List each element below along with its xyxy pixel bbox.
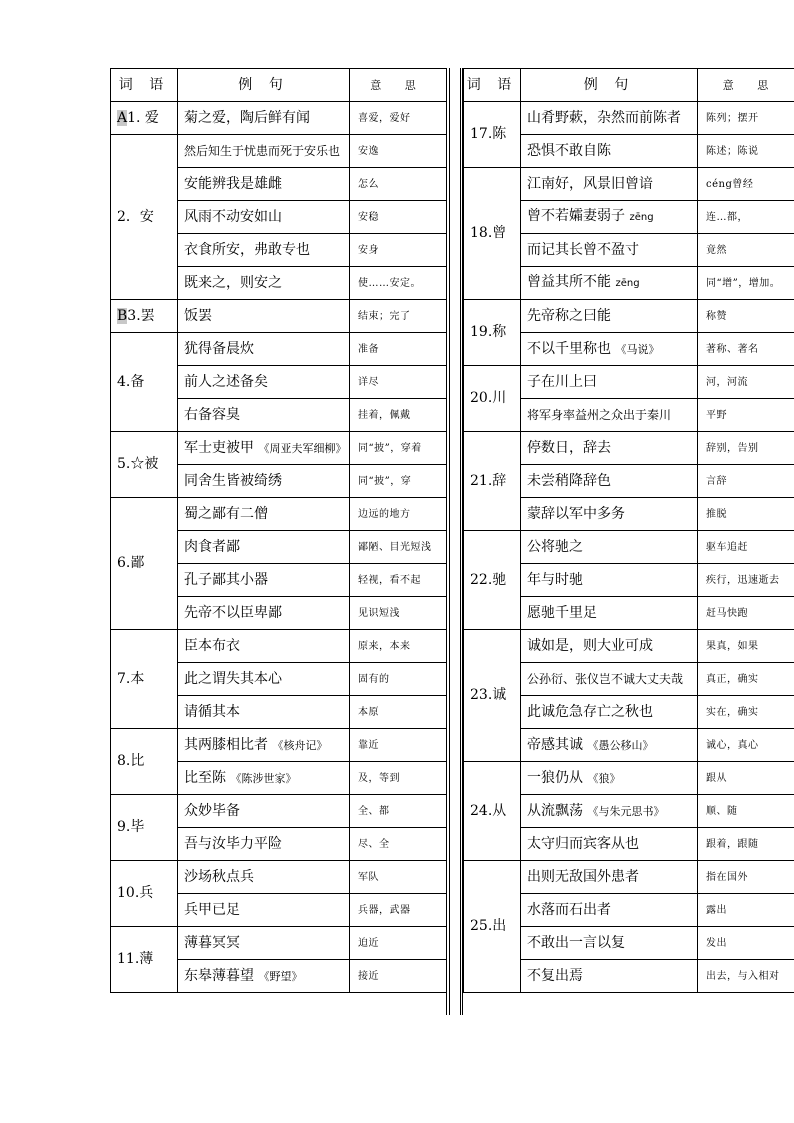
example-cell — [521, 696, 698, 729]
word-cell — [111, 498, 178, 630]
meaning-cell: 辞别，告别 — [698, 432, 794, 465]
meaning-cell: 出去，与入相对 — [698, 960, 794, 993]
word-cell — [111, 729, 178, 795]
word-label: 17.陈 — [470, 126, 507, 142]
example-text: 一狼仍从 — [527, 769, 583, 786]
table-row — [111, 861, 447, 894]
word-label: 20.川 — [470, 390, 507, 406]
example-cell — [521, 333, 698, 366]
meaning-cell: 疾行，迅速逝去 — [698, 564, 794, 597]
example-cell — [521, 861, 698, 894]
meaning-cell: 安逸 — [350, 135, 447, 168]
example-text: 孔子鄙其小器 — [184, 571, 268, 588]
word-cell — [464, 531, 521, 630]
meaning-cell: 见识短浅 — [350, 597, 447, 630]
word-cell — [464, 630, 521, 762]
pinyin: zēng — [615, 278, 640, 289]
example-cell — [521, 234, 698, 267]
word-cell — [464, 366, 521, 432]
example-cell — [521, 729, 698, 762]
word-label: 9.毕 — [117, 819, 145, 835]
example-text: 东皋薄暮望 — [184, 967, 254, 984]
meaning-cell: 同“披”，穿 — [350, 465, 447, 498]
example-cell — [178, 267, 350, 300]
example-text: 既来之，则安之 — [184, 274, 282, 291]
example-cell — [178, 861, 350, 894]
word-cell — [111, 630, 178, 729]
example-text: 兵甲已足 — [184, 901, 240, 918]
word-cell — [111, 300, 178, 333]
vocab-table-right — [463, 68, 794, 993]
example-text: 太守归而宾客从也 — [527, 835, 639, 852]
table-row — [464, 102, 794, 135]
example-cell — [178, 597, 350, 630]
meaning-cell: céng曾经 — [698, 168, 794, 201]
word-label: 21.辞 — [470, 472, 507, 489]
word-cell — [464, 168, 521, 300]
example-text: 此诚危急存亡之秋也 — [527, 703, 653, 720]
table-row — [111, 432, 447, 465]
column-divider — [446, 68, 463, 1015]
meaning-cell: 固有的 — [350, 663, 447, 696]
meaning-cell: 接近 — [350, 960, 447, 993]
example-cell — [521, 927, 698, 960]
word-label: 22.驰 — [470, 571, 507, 588]
table-row — [464, 531, 794, 564]
example-text: 将军身率益州之众出于秦川 — [527, 407, 672, 422]
example-text: 同舍生皆被绮绣 — [184, 472, 282, 489]
example-text: 饭罢 — [184, 307, 212, 324]
meaning-cell: 准备 — [350, 333, 447, 366]
example-cell — [521, 267, 698, 300]
meaning-cell: 使……安定。 — [350, 267, 447, 300]
example-text: 臣本布衣 — [184, 637, 240, 654]
example-cell — [521, 597, 698, 630]
meaning-cell: 边远的地方 — [350, 498, 447, 531]
example-text: 众妙毕备 — [184, 802, 240, 819]
word-label: 25.出 — [470, 918, 507, 934]
example-cell — [521, 960, 698, 993]
example-cell — [178, 828, 350, 861]
example-text: 公将驰之 — [527, 538, 583, 555]
meaning-cell: 怎么 — [350, 168, 447, 201]
example-cell — [178, 927, 350, 960]
example-text: 山肴野蔌，杂然而前陈者 — [527, 109, 681, 126]
example-text: 安能辨我是雄雌 — [184, 175, 282, 192]
table-row — [464, 630, 794, 663]
word-label: 7.本 — [117, 670, 145, 687]
example-text: 吾与汝毕力平险 — [184, 835, 282, 852]
example-text: 恐惧不敢自陈 — [527, 142, 611, 159]
example-text: 不敢出一言以复 — [527, 934, 625, 951]
example-text: 犹得备晨炊 — [184, 340, 254, 357]
example-cell — [178, 168, 350, 201]
example-text: 不复出焉 — [527, 967, 583, 984]
meaning-cell: 本原 — [350, 696, 447, 729]
word-cell — [111, 333, 178, 432]
meaning-cell: 军队 — [350, 861, 447, 894]
meaning-cell: 赶马快跑 — [698, 597, 794, 630]
example-cell — [178, 399, 350, 432]
example-cell — [521, 465, 698, 498]
example-cell — [178, 663, 350, 696]
header-word: 词 语 — [464, 69, 521, 102]
example-text: 水落而石出者 — [527, 901, 611, 918]
meaning-cell: 推脱 — [698, 498, 794, 531]
meaning-cell: 诚心，真心 — [698, 729, 794, 762]
table-row — [111, 300, 447, 333]
word-cell — [464, 432, 521, 531]
example-cell — [178, 498, 350, 531]
meaning-cell: 陈列；摆开 — [698, 102, 794, 135]
example-cell — [178, 696, 350, 729]
table-row — [111, 333, 447, 366]
example-cell — [521, 663, 698, 696]
example-cell — [178, 564, 350, 597]
example-cell — [178, 960, 350, 993]
example-text: 停数日，辞去 — [527, 439, 611, 456]
meaning-cell: 挂着，佩戴 — [350, 399, 447, 432]
word-prefix: A — [117, 109, 128, 126]
example-cell — [521, 300, 698, 333]
example-cell — [521, 168, 698, 201]
table-row — [111, 729, 447, 762]
meaning-cell: 安身 — [350, 234, 447, 267]
word-cell — [111, 795, 178, 861]
word-label: 6.鄙 — [117, 555, 145, 571]
meaning-cell: 跟从 — [698, 762, 794, 795]
table-row — [464, 432, 794, 465]
example-text: 年与时驰 — [527, 571, 583, 588]
example-cell — [178, 234, 350, 267]
table-row — [111, 498, 447, 531]
meaning-cell: 结束；完了 — [350, 300, 447, 333]
example-cell — [521, 828, 698, 861]
meaning-cell: 原来，本来 — [350, 630, 447, 663]
table-row — [111, 102, 447, 135]
meaning-cell: 发出 — [698, 927, 794, 960]
example-cell — [178, 762, 350, 795]
meaning-cell: 同“增”，增加。 — [698, 267, 794, 300]
word-cell — [111, 861, 178, 927]
example-cell — [521, 201, 698, 234]
source-note: 《野望》 — [258, 969, 303, 983]
meaning-cell: 著称、著名 — [698, 333, 794, 366]
word-label: 23.诚 — [470, 687, 507, 703]
example-text: 比至陈 — [184, 769, 226, 786]
table-row — [111, 795, 447, 828]
example-text: 其两膝相比者 — [184, 736, 268, 753]
header-meaning: 意 思 — [698, 69, 794, 102]
example-cell — [178, 366, 350, 399]
meaning-cell: 靠近 — [350, 729, 447, 762]
word-label: 3.罢 — [127, 307, 155, 324]
example-text: 衣食所安，弗敢专也 — [184, 241, 310, 258]
word-cell — [464, 861, 521, 993]
example-text: 蒙辞以军中多务 — [527, 505, 625, 522]
example-text: 公孙衍、张仪岂不诚大丈夫哉 — [527, 671, 684, 686]
table-row — [464, 366, 794, 399]
example-text: 军士吏被甲 — [184, 439, 254, 456]
table-row — [464, 168, 794, 201]
example-cell — [178, 531, 350, 564]
meaning-cell: 言辞 — [698, 465, 794, 498]
example-cell — [178, 465, 350, 498]
source-note: 《愚公移山》 — [587, 738, 654, 752]
example-cell — [178, 300, 350, 333]
source-note: 《狼》 — [587, 771, 621, 785]
example-cell — [178, 795, 350, 828]
example-cell — [521, 630, 698, 663]
example-text: 肉食者鄙 — [184, 538, 240, 555]
example-cell — [521, 102, 698, 135]
example-text: 诚如是，则大业可成 — [527, 637, 653, 654]
example-text: 右备容臭 — [184, 406, 240, 423]
header-row — [464, 69, 794, 102]
word-label: 2．安 — [117, 208, 154, 225]
table-row — [111, 135, 447, 168]
example-text: 沙场秋点兵 — [184, 868, 254, 885]
meaning-cell: 同“披”，穿着 — [350, 432, 447, 465]
word-label: 24.从 — [470, 802, 507, 819]
meaning-cell: 果真，如果 — [698, 630, 794, 663]
table-row — [464, 300, 794, 333]
meaning-cell: 轻视，看不起 — [350, 564, 447, 597]
example-text: 帝感其诚 — [527, 736, 583, 753]
example-cell — [521, 366, 698, 399]
example-text: 蜀之鄙有二僧 — [184, 505, 268, 522]
example-cell — [178, 432, 350, 465]
source-note: 《与朱元思书》 — [587, 804, 665, 818]
example-text: 请循其本 — [184, 703, 240, 720]
word-cell — [111, 432, 178, 498]
word-label: 10.兵 — [117, 885, 154, 901]
word-cell — [111, 135, 178, 300]
example-cell — [521, 531, 698, 564]
word-cell — [464, 300, 521, 366]
meaning-cell: 真正，确实 — [698, 663, 794, 696]
table-row — [111, 927, 447, 960]
meaning-cell: 竟然 — [698, 234, 794, 267]
example-text: 风雨不动安如山 — [184, 208, 282, 225]
example-cell — [521, 498, 698, 531]
example-text: 薄暮冥冥 — [184, 934, 240, 951]
example-text: 从流飘荡 — [527, 802, 583, 819]
example-text: 出则无敌国外患者 — [527, 868, 639, 885]
word-prefix: B — [117, 307, 128, 324]
word-label: 19.称 — [470, 324, 507, 340]
example-text: 愿驰千里足 — [527, 604, 597, 621]
table-row — [111, 630, 447, 663]
example-cell — [521, 795, 698, 828]
example-text: 子在川上曰 — [527, 373, 597, 390]
example-text: 江南好，风景旧曾谙 — [527, 175, 653, 192]
example-cell — [521, 564, 698, 597]
meaning-cell: 安稳 — [350, 201, 447, 234]
word-label: 11.薄 — [117, 951, 154, 967]
meaning-cell: 称赞 — [698, 300, 794, 333]
word-label: 1. 爱 — [127, 109, 159, 126]
source-note: 《陈涉世家》 — [230, 771, 297, 785]
example-cell — [521, 432, 698, 465]
meaning-cell: 平野 — [698, 399, 794, 432]
meaning-cell: 露出 — [698, 894, 794, 927]
example-text: 先帝不以臣卑鄙 — [184, 604, 282, 621]
word-label: 5.☆被 — [117, 456, 159, 472]
example-cell — [178, 894, 350, 927]
example-text: 前人之述备矣 — [184, 373, 268, 390]
meaning-cell: 跟着，跟随 — [698, 828, 794, 861]
table-row — [464, 762, 794, 795]
example-text: 曾益其所不能 — [527, 274, 611, 290]
meaning-cell: 连…都， — [698, 201, 794, 234]
meaning-cell: 陈述；陈说 — [698, 135, 794, 168]
word-label: 18.曾 — [470, 225, 507, 241]
example-text: 然后知生于忧患而死于安乐也 — [184, 143, 341, 158]
table-row — [464, 861, 794, 894]
meaning-cell: 全、都 — [350, 795, 447, 828]
example-cell — [521, 399, 698, 432]
header-example: 例 句 — [521, 69, 698, 102]
meaning-cell: 河，河流 — [698, 366, 794, 399]
vocab-table-left — [110, 68, 447, 993]
pinyin: zēng — [629, 212, 654, 223]
word-label: 4.备 — [117, 373, 145, 390]
example-cell — [521, 762, 698, 795]
header-example: 例 句 — [178, 69, 350, 102]
header-meaning: 意 思 — [350, 69, 447, 102]
example-cell — [178, 102, 350, 135]
example-text: 而记其长曾不盈寸 — [527, 241, 639, 258]
example-text: 未尝稍降辞色 — [527, 472, 611, 489]
word-cell — [111, 927, 178, 993]
example-text: 曾不若孀妻弱子 — [527, 208, 625, 224]
word-cell — [111, 102, 178, 135]
example-text: 先帝称之曰能 — [527, 307, 611, 324]
meaning-cell: 尽、全 — [350, 828, 447, 861]
source-note: 《马说》 — [615, 342, 660, 356]
header-word: 词 语 — [111, 69, 178, 102]
meaning-cell: 及，等到 — [350, 762, 447, 795]
example-cell — [178, 135, 350, 168]
word-cell — [464, 102, 521, 168]
example-text: 不以千里称也 — [527, 340, 611, 357]
example-cell — [178, 201, 350, 234]
example-cell — [178, 729, 350, 762]
example-cell — [521, 135, 698, 168]
word-label: 8.比 — [117, 753, 145, 769]
header-row — [111, 69, 447, 102]
meaning-cell: 顺、随 — [698, 795, 794, 828]
source-note: 《周亚夫军细柳》 — [258, 441, 347, 455]
meaning-cell: 鄙陋、目光短浅 — [350, 531, 447, 564]
example-cell — [521, 894, 698, 927]
meaning-cell: 实在，确实 — [698, 696, 794, 729]
example-cell — [178, 333, 350, 366]
meaning-cell: 喜爱，爱好 — [350, 102, 447, 135]
meaning-cell: 兵器，武器 — [350, 894, 447, 927]
meaning-cell: 驱车追赶 — [698, 531, 794, 564]
source-note: 《核舟记》 — [272, 738, 328, 752]
word-cell — [464, 762, 521, 861]
meaning-cell: 迫近 — [350, 927, 447, 960]
meaning-cell: 指在国外 — [698, 861, 794, 894]
example-text: 此之谓失其本心 — [184, 670, 282, 687]
example-text: 菊之爱，陶后鲜有闻 — [184, 109, 310, 126]
example-cell — [178, 630, 350, 663]
meaning-cell: 详尽 — [350, 366, 447, 399]
